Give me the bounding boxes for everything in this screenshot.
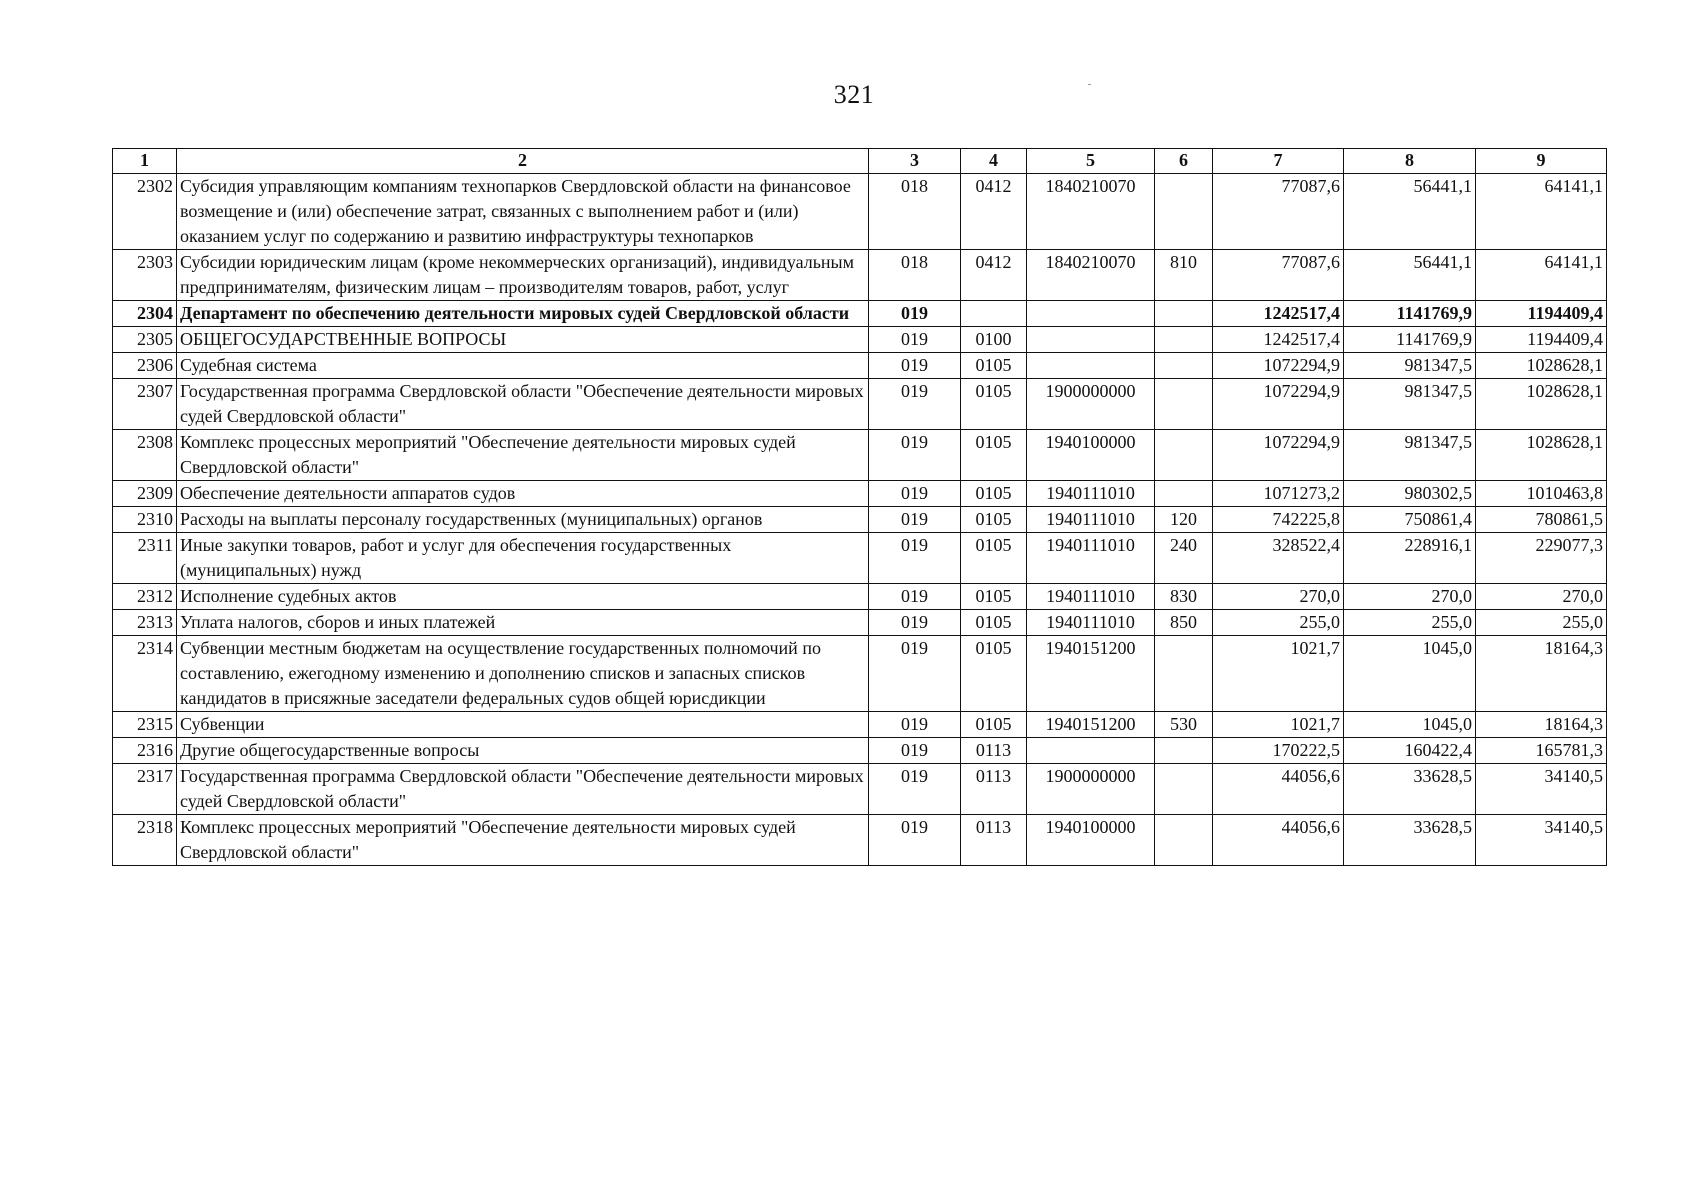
amount-cell-year-3: 34140,5 xyxy=(1476,764,1607,815)
section-code-cell: 0412 xyxy=(961,250,1027,301)
expense-type-cell xyxy=(1155,738,1213,764)
section-code-cell: 0105 xyxy=(961,379,1027,430)
amount-cell-year-1: 742225,8 xyxy=(1213,507,1344,533)
amount-cell-year-2: 56441,1 xyxy=(1344,174,1476,250)
target-article-cell: 1940111010 xyxy=(1027,610,1155,636)
amount-cell-year-1: 1072294,9 xyxy=(1213,430,1344,481)
expense-type-cell xyxy=(1155,379,1213,430)
row-number-cell: 2304 xyxy=(113,301,177,327)
department-code-cell: 019 xyxy=(869,481,961,507)
section-code-cell: 0412 xyxy=(961,174,1027,250)
table-row xyxy=(113,712,1607,738)
department-code-cell: 018 xyxy=(869,250,961,301)
amount-cell-year-1: 1072294,9 xyxy=(1213,353,1344,379)
expense-type-cell: 120 xyxy=(1155,507,1213,533)
column-header: 4 xyxy=(961,149,1027,174)
expense-type-cell: 830 xyxy=(1155,584,1213,610)
target-article-cell: 1900000000 xyxy=(1027,379,1155,430)
amount-cell-year-2: 228916,1 xyxy=(1344,533,1476,584)
amount-cell-year-1: 1242517,4 xyxy=(1213,327,1344,353)
column-header: 7 xyxy=(1213,149,1344,174)
section-code-cell xyxy=(961,301,1027,327)
amount-cell-year-2: 1045,0 xyxy=(1344,712,1476,738)
description-cell: Субсидия управляющим компаниям технопарков Свердловской области на финансовое возмещение и (или) обеспечение затрат, связанных с выполнением работ и (или) оказанием услуг по содержанию и развитию инфраструктуры технопарков xyxy=(177,174,869,250)
description-cell: Обеспечение деятельности аппаратов судов xyxy=(177,481,869,507)
row-number-cell: 2314 xyxy=(113,636,177,712)
section-code-cell: 0105 xyxy=(961,481,1027,507)
section-code-cell: 0105 xyxy=(961,584,1027,610)
row-number-cell: 2313 xyxy=(113,610,177,636)
amount-cell-year-2: 1141769,9 xyxy=(1344,327,1476,353)
amount-cell-year-1: 1021,7 xyxy=(1213,712,1344,738)
expense-type-cell xyxy=(1155,327,1213,353)
row-number-cell: 2307 xyxy=(113,379,177,430)
section-code-cell: 0105 xyxy=(961,430,1027,481)
description-cell: Субвенции местным бюджетам на осуществление государственных полномочий по составлению, ежегодному изменению и дополнению списков и запасных списков кандидатов в присяжные заседатели федеральных судов общей юрисдикции xyxy=(177,636,869,712)
amount-cell-year-1: 44056,6 xyxy=(1213,815,1344,866)
expense-type-cell xyxy=(1155,353,1213,379)
column-header: 3 xyxy=(869,149,961,174)
section-code-cell: 0105 xyxy=(961,610,1027,636)
department-code-cell: 019 xyxy=(869,507,961,533)
target-article-cell: 1940111010 xyxy=(1027,533,1155,584)
expense-type-cell xyxy=(1155,764,1213,815)
description-cell: Судебная система xyxy=(177,353,869,379)
target-article-cell: 1940111010 xyxy=(1027,507,1155,533)
amount-cell-year-2: 750861,4 xyxy=(1344,507,1476,533)
amount-cell-year-2: 33628,5 xyxy=(1344,764,1476,815)
amount-cell-year-3: 165781,3 xyxy=(1476,738,1607,764)
department-code-cell: 019 xyxy=(869,610,961,636)
row-number-cell: 2310 xyxy=(113,507,177,533)
amount-cell-year-3: 270,0 xyxy=(1476,584,1607,610)
row-number-cell: 2312 xyxy=(113,584,177,610)
amount-cell-year-2: 270,0 xyxy=(1344,584,1476,610)
table-header-row xyxy=(113,149,1607,174)
column-header: 2 xyxy=(177,149,869,174)
amount-cell-year-3: 1194409,4 xyxy=(1476,327,1607,353)
description-cell: Департамент по обеспечению деятельности мировых судей Свердловской области xyxy=(177,301,869,327)
target-article-cell: 1940151200 xyxy=(1027,636,1155,712)
department-code-cell: 019 xyxy=(869,815,961,866)
amount-cell-year-1: 1242517,4 xyxy=(1213,301,1344,327)
section-code-cell: 0113 xyxy=(961,738,1027,764)
scan-speck xyxy=(1088,84,1091,85)
amount-cell-year-1: 77087,6 xyxy=(1213,174,1344,250)
amount-cell-year-3: 229077,3 xyxy=(1476,533,1607,584)
column-header: 8 xyxy=(1344,149,1476,174)
table-body xyxy=(113,174,1607,866)
department-code-cell: 019 xyxy=(869,712,961,738)
description-cell: Комплекс процессных мероприятий "Обеспечение деятельности мировых судей Свердловской области" xyxy=(177,815,869,866)
amount-cell-year-1: 1071273,2 xyxy=(1213,481,1344,507)
amount-cell-year-1: 44056,6 xyxy=(1213,764,1344,815)
expense-type-cell: 530 xyxy=(1155,712,1213,738)
target-article-cell: 1840210070 xyxy=(1027,174,1155,250)
amount-cell-year-1: 1021,7 xyxy=(1213,636,1344,712)
department-code-cell: 019 xyxy=(869,301,961,327)
description-cell: Государственная программа Свердловской области "Обеспечение деятельности мировых судей Свердловской области" xyxy=(177,379,869,430)
amount-cell-year-2: 981347,5 xyxy=(1344,430,1476,481)
expense-type-cell xyxy=(1155,481,1213,507)
expense-type-cell: 240 xyxy=(1155,533,1213,584)
description-cell: Другие общегосударственные вопросы xyxy=(177,738,869,764)
column-header: 1 xyxy=(113,149,177,174)
amount-cell-year-3: 18164,3 xyxy=(1476,712,1607,738)
amount-cell-year-2: 56441,1 xyxy=(1344,250,1476,301)
table-row xyxy=(113,815,1607,866)
amount-cell-year-2: 981347,5 xyxy=(1344,353,1476,379)
description-cell: Иные закупки товаров, работ и услуг для обеспечения государственных (муниципальных) нужд xyxy=(177,533,869,584)
amount-cell-year-1: 328522,4 xyxy=(1213,533,1344,584)
amount-cell-year-2: 33628,5 xyxy=(1344,815,1476,866)
description-cell: Государственная программа Свердловской области "Обеспечение деятельности мировых судей Свердловской области" xyxy=(177,764,869,815)
amount-cell-year-2: 1141769,9 xyxy=(1344,301,1476,327)
amount-cell-year-1: 255,0 xyxy=(1213,610,1344,636)
department-code-cell: 019 xyxy=(869,636,961,712)
page-number: 321 xyxy=(833,80,875,109)
description-cell: Субсидии юридическим лицам (кроме некоммерческих организаций), индивидуальным предпринимателям, физическим лицам – производителям товаров, работ, услуг xyxy=(177,250,869,301)
expense-type-cell xyxy=(1155,430,1213,481)
column-header: 9 xyxy=(1476,149,1607,174)
row-number-cell: 2306 xyxy=(113,353,177,379)
table-row xyxy=(113,738,1607,764)
amount-cell-year-2: 255,0 xyxy=(1344,610,1476,636)
expense-type-cell xyxy=(1155,174,1213,250)
table-row xyxy=(113,430,1607,481)
row-number-cell: 2308 xyxy=(113,430,177,481)
table-row xyxy=(113,636,1607,712)
department-code-cell: 019 xyxy=(869,764,961,815)
amount-cell-year-3: 255,0 xyxy=(1476,610,1607,636)
table-row xyxy=(113,327,1607,353)
target-article-cell: 1940100000 xyxy=(1027,430,1155,481)
department-code-cell: 019 xyxy=(869,584,961,610)
section-code-cell: 0113 xyxy=(961,764,1027,815)
description-cell: Исполнение судебных актов xyxy=(177,584,869,610)
amount-cell-year-3: 780861,5 xyxy=(1476,507,1607,533)
section-code-cell: 0113 xyxy=(961,815,1027,866)
department-code-cell: 019 xyxy=(869,430,961,481)
column-header: 6 xyxy=(1155,149,1213,174)
amount-cell-year-3: 64141,1 xyxy=(1476,250,1607,301)
department-code-cell: 019 xyxy=(869,327,961,353)
table-row xyxy=(113,764,1607,815)
department-code-cell: 019 xyxy=(869,738,961,764)
expense-type-cell: 810 xyxy=(1155,250,1213,301)
amount-cell-year-2: 980302,5 xyxy=(1344,481,1476,507)
table-row xyxy=(113,301,1607,327)
description-cell: Расходы на выплаты персоналу государственных (муниципальных) органов xyxy=(177,507,869,533)
table-row xyxy=(113,533,1607,584)
table-row xyxy=(113,610,1607,636)
description-cell: Субвенции xyxy=(177,712,869,738)
amount-cell-year-2: 160422,4 xyxy=(1344,738,1476,764)
amount-cell-year-3: 1028628,1 xyxy=(1476,430,1607,481)
table-row xyxy=(113,507,1607,533)
section-code-cell: 0105 xyxy=(961,636,1027,712)
amount-cell-year-3: 1028628,1 xyxy=(1476,353,1607,379)
target-article-cell: 1940100000 xyxy=(1027,815,1155,866)
amount-cell-year-2: 981347,5 xyxy=(1344,379,1476,430)
department-code-cell: 019 xyxy=(869,379,961,430)
row-number-cell: 2315 xyxy=(113,712,177,738)
row-number-cell: 2303 xyxy=(113,250,177,301)
amount-cell-year-2: 1045,0 xyxy=(1344,636,1476,712)
target-article-cell xyxy=(1027,353,1155,379)
section-code-cell: 0100 xyxy=(961,327,1027,353)
table-row xyxy=(113,584,1607,610)
amount-cell-year-3: 18164,3 xyxy=(1476,636,1607,712)
amount-cell-year-3: 1010463,8 xyxy=(1476,481,1607,507)
amount-cell-year-3: 1194409,4 xyxy=(1476,301,1607,327)
description-cell: Уплата налогов, сборов и иных платежей xyxy=(177,610,869,636)
table-row xyxy=(113,250,1607,301)
amount-cell-year-1: 270,0 xyxy=(1213,584,1344,610)
description-cell: Комплекс процессных мероприятий "Обеспечение деятельности мировых судей Свердловской области" xyxy=(177,430,869,481)
target-article-cell xyxy=(1027,738,1155,764)
amount-cell-year-1: 170222,5 xyxy=(1213,738,1344,764)
amount-cell-year-1: 1072294,9 xyxy=(1213,379,1344,430)
amount-cell-year-3: 34140,5 xyxy=(1476,815,1607,866)
target-article-cell xyxy=(1027,301,1155,327)
section-code-cell: 0105 xyxy=(961,353,1027,379)
table-row xyxy=(113,353,1607,379)
table-row xyxy=(113,379,1607,430)
department-code-cell: 019 xyxy=(869,533,961,584)
row-number-cell: 2317 xyxy=(113,764,177,815)
row-number-cell: 2305 xyxy=(113,327,177,353)
section-code-cell: 0105 xyxy=(961,533,1027,584)
row-number-cell: 2316 xyxy=(113,738,177,764)
row-number-cell: 2302 xyxy=(113,174,177,250)
target-article-cell: 1900000000 xyxy=(1027,764,1155,815)
section-code-cell: 0105 xyxy=(961,712,1027,738)
department-code-cell: 019 xyxy=(869,353,961,379)
target-article-cell xyxy=(1027,327,1155,353)
row-number-cell: 2311 xyxy=(113,533,177,584)
section-code-cell: 0105 xyxy=(961,507,1027,533)
budget-table xyxy=(112,148,1607,866)
row-number-cell: 2318 xyxy=(113,815,177,866)
expense-type-cell xyxy=(1155,815,1213,866)
amount-cell-year-3: 1028628,1 xyxy=(1476,379,1607,430)
table-row xyxy=(113,481,1607,507)
row-number-cell: 2309 xyxy=(113,481,177,507)
expense-type-cell: 850 xyxy=(1155,610,1213,636)
expense-type-cell xyxy=(1155,301,1213,327)
column-header: 5 xyxy=(1027,149,1155,174)
department-code-cell: 018 xyxy=(869,174,961,250)
expense-type-cell xyxy=(1155,636,1213,712)
target-article-cell: 1940111010 xyxy=(1027,481,1155,507)
table-row xyxy=(113,174,1607,250)
target-article-cell: 1840210070 xyxy=(1027,250,1155,301)
target-article-cell: 1940111010 xyxy=(1027,584,1155,610)
amount-cell-year-3: 64141,1 xyxy=(1476,174,1607,250)
target-article-cell: 1940151200 xyxy=(1027,712,1155,738)
description-cell: ОБЩЕГОСУДАРСТВЕННЫЕ ВОПРОСЫ xyxy=(177,327,869,353)
amount-cell-year-1: 77087,6 xyxy=(1213,250,1344,301)
